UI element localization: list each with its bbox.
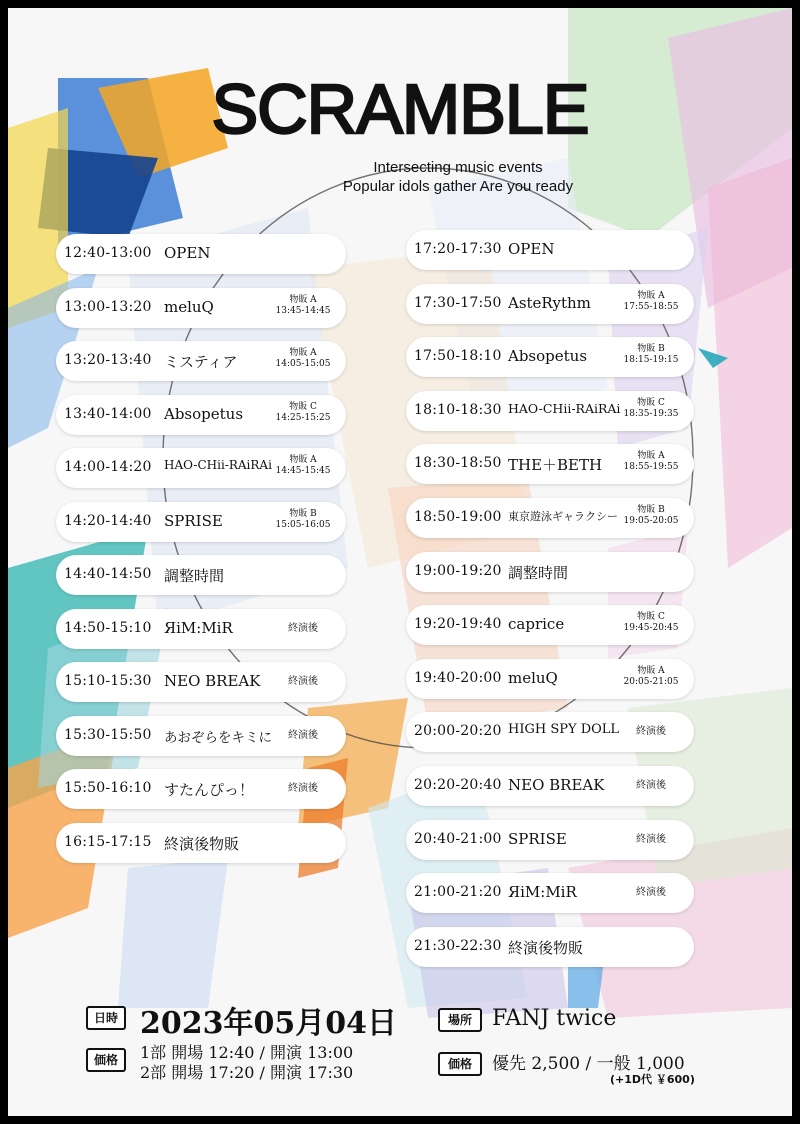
slot-time: 17:50-18:10 [414, 348, 502, 365]
timetable-row [56, 395, 346, 435]
performer-name: HAO-CHii-RAiRAi [164, 458, 272, 472]
timetable-row [56, 555, 346, 595]
slot-time: 18:50-19:00 [414, 509, 502, 525]
timetable-row [406, 230, 694, 270]
merch-note [268, 783, 338, 794]
slot-time: 18:30-18:50 [414, 455, 502, 472]
timetable-row [406, 444, 694, 484]
performer-name: あおぞらをキミに [164, 729, 272, 746]
performer-name: OPEN [164, 244, 211, 262]
price-tag-left: 価格 [86, 1048, 126, 1072]
subtitle-line-1: Intersecting music events [373, 159, 543, 176]
performer-name: THE＋BETH [508, 456, 603, 475]
performer-name: OPEN [508, 240, 555, 258]
merch-area: 物販 A [637, 665, 665, 676]
merch-area: 物販 A [637, 451, 665, 462]
merch-area: 物販 B [637, 344, 665, 355]
part2-door-time: 2部 開場 17:20 / 開演 17:30 [140, 1063, 354, 1082]
slot-time: 17:20-17:30 [414, 241, 502, 257]
timetable-row [56, 448, 346, 488]
merch-time: 14:25-15:25 [275, 412, 331, 423]
merch-area: 終演後 [288, 622, 318, 634]
timetable-row [406, 659, 694, 699]
slot-time: 20:20-20:40 [414, 777, 502, 793]
timetable-row [56, 609, 346, 649]
merch-time: 18:15-19:15 [623, 355, 679, 366]
subtitle [308, 158, 608, 196]
timetable-row [56, 823, 346, 863]
merch-area: 物販 C [637, 397, 665, 408]
performer-name: 調整時間 [508, 563, 569, 582]
merch-area: 物販 C [289, 401, 317, 412]
performer-name: 終演後物販 [508, 938, 584, 957]
merch-area: 物販 C [637, 612, 665, 623]
subtitle-line-2: Popular idols gather Are you ready [342, 178, 574, 195]
performer-name: ЯiM:MiR [508, 883, 577, 902]
merch-note [268, 348, 338, 370]
slot-time: 12:40-13:00 [64, 245, 152, 261]
merch-area: 終演後 [636, 887, 666, 899]
performer-name: HAO-CHii-RAiRAi [508, 400, 621, 416]
timetable-row [56, 502, 346, 542]
slot-time: 16:15-17:15 [64, 833, 152, 850]
ticket-price: 優先 2,500 / 一般 1,000 [492, 1054, 685, 1074]
timetable-row [56, 234, 346, 274]
date-tag: 日時 [86, 1006, 126, 1030]
timetable-row [56, 288, 346, 328]
slot-time: 15:30-15:50 [64, 726, 152, 743]
slot-time: 15:50-16:10 [64, 780, 152, 796]
merch-note [616, 887, 686, 898]
merch-note [268, 455, 338, 477]
merch-area: 物販 A [289, 294, 317, 305]
slot-time: 17:30-17:50 [414, 294, 502, 311]
timetable-row [406, 820, 694, 860]
merch-time: 20:05-21:05 [623, 676, 679, 687]
slot-time: 21:00-21:20 [414, 884, 502, 901]
timetable-row [406, 552, 694, 592]
slot-time: 19:00-19:20 [414, 562, 502, 579]
performer-name: HIGH SPY DOLL [508, 722, 620, 738]
performer-name: 東京遊泳ギャラクシー [508, 510, 618, 523]
merch-time: 14:45-15:45 [275, 466, 331, 476]
merch-area: 物販 A [289, 455, 317, 465]
slot-time: 14:50-15:10 [64, 619, 152, 636]
timetable-row [56, 716, 346, 756]
event-date: 2023年05月04日 [140, 1006, 397, 1041]
performer-name: meluQ [508, 668, 558, 687]
part1-door-time: 1部 開場 12:40 / 開演 13:00 [140, 1043, 354, 1062]
performer-name: AsteRythm [508, 293, 591, 312]
merch-note [616, 834, 686, 845]
performer-name: 終演後物販 [164, 834, 240, 853]
merch-time: 14:05-15:05 [275, 359, 331, 369]
flyer [8, 8, 792, 1116]
slot-time: 20:40-21:00 [414, 830, 502, 847]
slot-time: 18:10-18:30 [414, 401, 502, 418]
merch-note [616, 344, 686, 366]
timetable-row [406, 498, 694, 538]
merch-time: 13:45-14:45 [275, 305, 331, 316]
performer-name: SPRISE [164, 511, 223, 530]
slot-time: 19:40-20:00 [414, 669, 502, 686]
slot-time: 14:20-14:40 [64, 512, 152, 529]
merch-area: 物販 A [637, 290, 665, 301]
venue-tag: 場所 [438, 1008, 482, 1032]
merch-note [616, 726, 686, 737]
timetable-row [56, 769, 346, 809]
slot-time: 15:10-15:30 [64, 673, 152, 689]
merch-time: 18:55-19:55 [623, 462, 679, 473]
page-title: SCRAMBLE [211, 70, 589, 148]
merch-note [268, 402, 338, 424]
merch-area: 物販 A [289, 348, 317, 358]
merch-note [268, 730, 338, 741]
timetable-row [406, 284, 694, 324]
merch-time: 19:45-20:45 [623, 623, 679, 634]
performer-name: 調整時間 [164, 567, 225, 585]
merch-area: 終演後 [636, 726, 666, 738]
merch-area: 終演後 [288, 783, 318, 794]
timetable-row [56, 341, 346, 381]
slot-time: 13:40-14:00 [64, 405, 152, 422]
merch-area: 終演後 [636, 833, 666, 845]
merch-note [616, 505, 686, 527]
slot-time: 14:40-14:50 [64, 566, 152, 582]
merch-area: 物販 B [637, 505, 665, 515]
performer-name: SPRISE [508, 829, 567, 848]
merch-note [268, 623, 338, 634]
timetable-row [56, 662, 346, 702]
performer-name: Absopetus [508, 347, 588, 366]
merch-note [616, 666, 686, 688]
merch-note [616, 780, 686, 791]
merch-note [268, 509, 338, 531]
performer-name: すたんぴっ！ [164, 781, 255, 799]
merch-time: 17:55-18:55 [623, 301, 679, 312]
performer-name: NEO BREAK [164, 672, 261, 690]
merch-time: 19:05-20:05 [623, 516, 679, 526]
merch-note [268, 676, 338, 687]
performer-name: Absopetus [164, 404, 244, 423]
venue: FANJ twice [492, 1006, 617, 1031]
performer-name: NEO BREAK [508, 776, 605, 794]
price-tag-right: 価格 [438, 1052, 482, 1076]
performer-name: ЯiM:MiR [164, 618, 233, 637]
timetable-row [406, 712, 694, 752]
merch-time: 18:35-19:35 [623, 408, 679, 419]
performer-name: caprice [508, 615, 565, 634]
merch-note [616, 612, 686, 634]
merch-area: 物販 B [289, 508, 317, 519]
timetable-row [406, 605, 694, 645]
slot-time: 13:20-13:40 [64, 352, 152, 368]
drink-fee: (+1D代 ￥600) [610, 1073, 695, 1086]
merch-note [268, 295, 338, 317]
merch-area: 終演後 [636, 780, 666, 791]
slot-time: 21:30-22:30 [414, 937, 502, 954]
merch-time: 15:05-16:05 [275, 519, 331, 530]
performer-name: ミスティア [164, 353, 238, 371]
merch-note [616, 451, 686, 473]
timetable-row [406, 766, 694, 806]
slot-time: 14:00-14:20 [64, 459, 152, 475]
slot-time: 20:00-20:20 [414, 723, 502, 740]
merch-area: 終演後 [288, 729, 318, 741]
timetable-row [406, 337, 694, 377]
merch-note [616, 291, 686, 313]
slot-time: 13:00-13:20 [64, 298, 152, 315]
slot-time: 19:20-19:40 [414, 616, 502, 633]
performer-name: meluQ [164, 297, 214, 316]
merch-area: 終演後 [288, 676, 318, 687]
timetable-row [406, 927, 694, 967]
timetable-row [406, 873, 694, 913]
timetable-row [406, 391, 694, 431]
merch-note [616, 398, 686, 420]
